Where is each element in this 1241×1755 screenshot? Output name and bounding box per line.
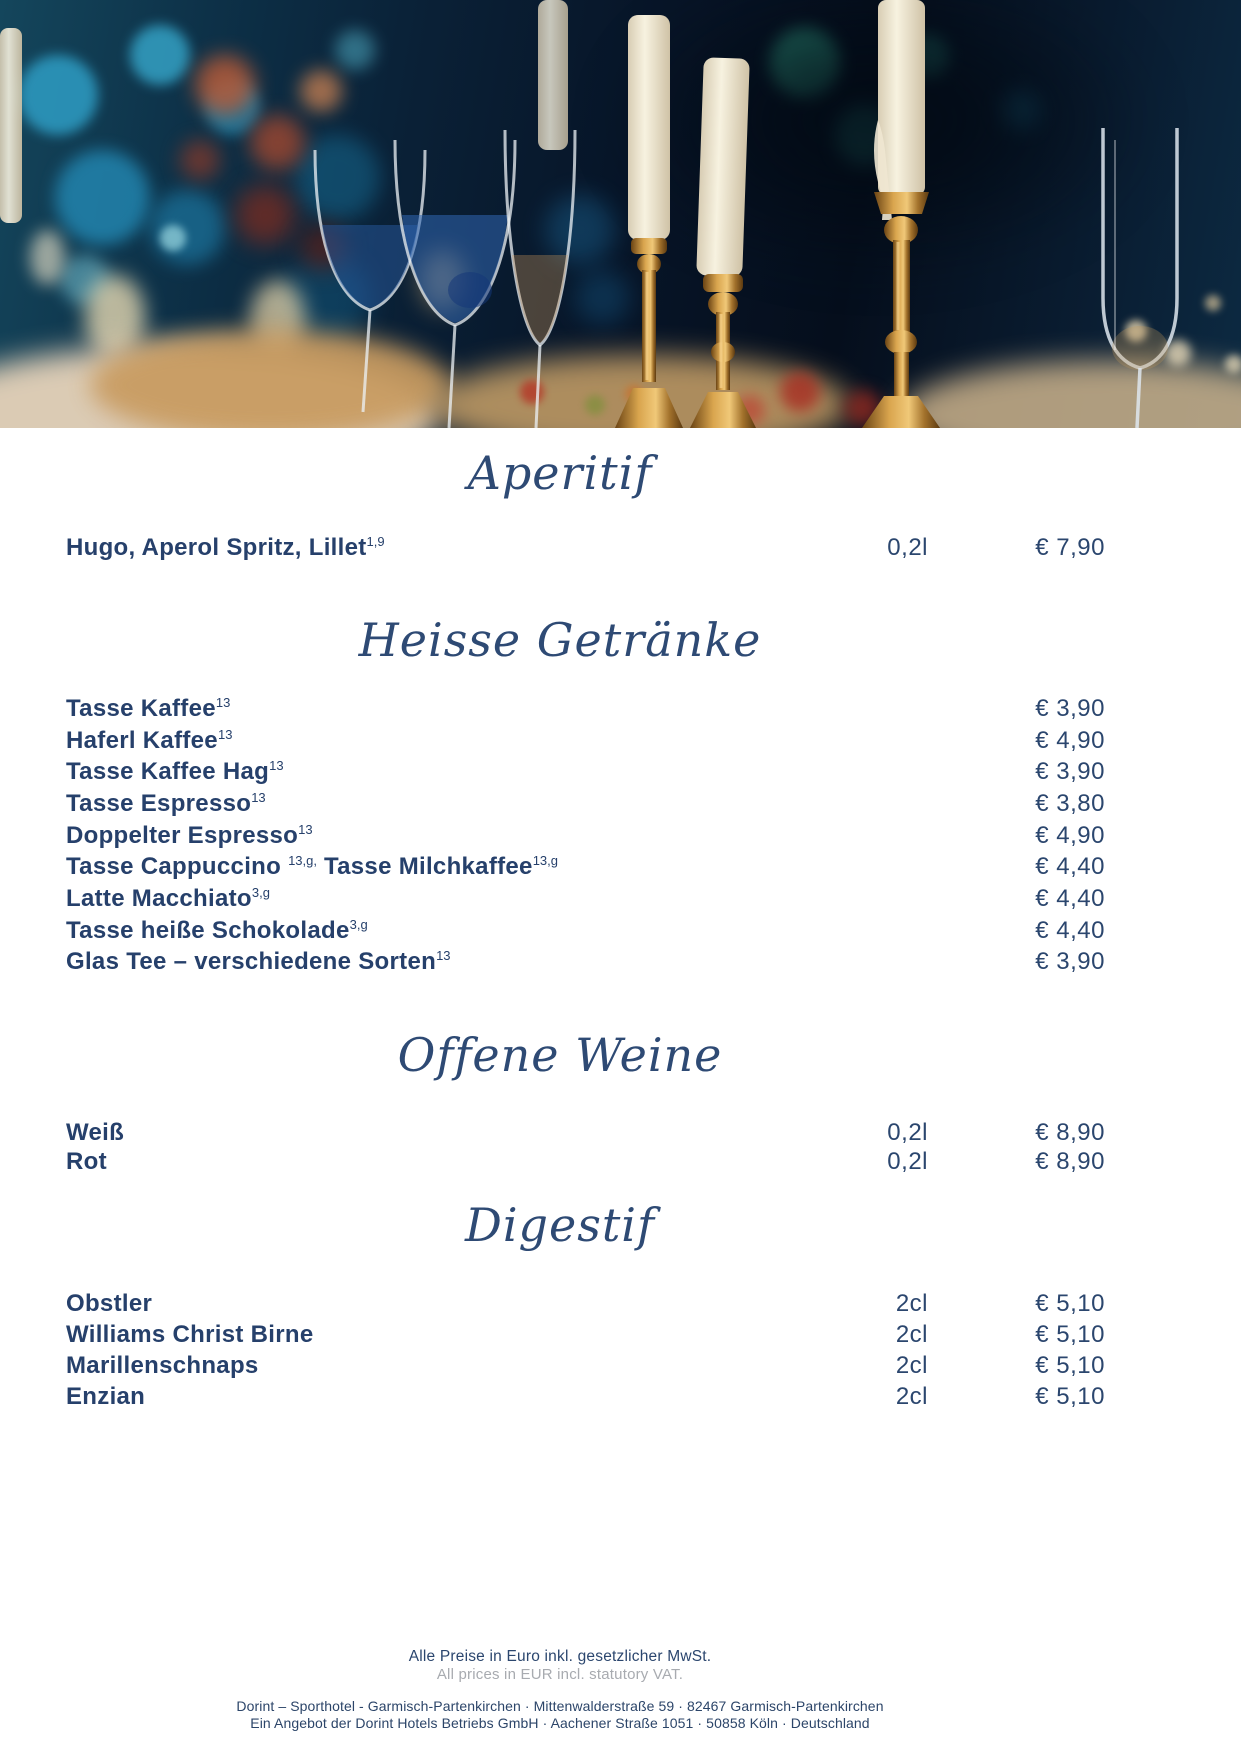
hot-drinks-item-list [66,693,1105,978]
item-footnote-number: 1,9 [366,534,385,549]
item-name: Rot [66,1147,107,1175]
wine-glasses [315,130,575,428]
item-price: € 3,80 [1035,789,1105,817]
item-price: € 4,40 [1035,916,1105,944]
menu-row [66,820,1105,852]
item-footnote-number: 13 [251,789,266,805]
item-footnote-number: 13 [436,948,451,964]
item-footnote-number: 3,g [349,916,368,932]
item-serving-size: 2cl [895,1321,928,1349]
champagne-flute [1103,128,1177,428]
item-serving-size: 2cl [895,1352,928,1380]
item-name: Tasse heiße Schokolade$^{3,g}$ [66,916,368,944]
item-name: Tasse Espresso$^{13}$ [66,789,266,817]
item-name: Enzian [66,1383,146,1411]
menu-row [66,693,1105,725]
item-footnote-number: 3,g [251,884,270,900]
company-address-line: Ein Angebot der Dorint Hotels Betriebs GmbH · Aachener Straße 1051 · 50858 Köln · Deutschland [250,1715,870,1731]
vat-note-english: All prices in EUR incl. statutory VAT. [436,1666,684,1683]
menu-row [66,883,1105,915]
item-serving-size: 0,2l [887,534,928,561]
menu-row [66,1289,1105,1320]
item-footnote-number: 13 [217,726,233,742]
item-name: Doppelter Espresso$^{13}$ [66,821,313,849]
item-price: € 3,90 [1035,948,1105,976]
item-name: Williams Christ Birne [66,1321,314,1349]
item-price: € 4,40 [1035,853,1105,881]
item-price: € 7,90 [1035,534,1105,561]
item-serving-size: 0,2l [887,1147,928,1175]
item-name: Weiß [66,1118,125,1146]
item-name: Marillenschnaps [66,1352,259,1380]
item-name: Latte Macchiato$^{3,g}$ [66,884,270,912]
item-price: € 5,10 [1035,1352,1105,1380]
section-title-digestif: Digestif [464,1198,656,1252]
hero-photo-candlelit-table [0,0,1241,428]
item-price: € 8,90 [1035,1147,1105,1175]
item-price: € 4,90 [1035,726,1105,754]
item-name: Haferl Kaffee$^{13}$ [66,726,233,754]
item-price: € 4,90 [1035,821,1105,849]
item-price: € 3,90 [1035,758,1105,786]
hotel-address-line: Dorint – Sporthotel - Garmisch-Partenkirchen · Mittenwalderstraße 59 · 82467 Garmisch-Partenkirchen [236,1698,884,1714]
open-wines-item-list [66,1118,1105,1176]
menu-row [66,1147,1105,1176]
item-footnote-number: 13,g [532,853,559,869]
section-title-hot-drinks: Heisse Getränke [358,613,762,667]
item-price: € 5,10 [1035,1290,1105,1318]
item-serving-size: 2cl [895,1383,928,1411]
item-price: € 8,90 [1035,1118,1105,1146]
menu-row [66,1118,1105,1147]
menu-row [66,915,1105,947]
item-price: € 5,10 [1035,1321,1105,1349]
item-name: Tasse Kaffee$^{13}$ [66,694,231,722]
menu-row [66,1320,1105,1351]
item-name: Hugo, Aperol Spritz, Lillet$^{1,9}$ [66,534,385,561]
item-price: € 5,10 [1035,1383,1105,1411]
section-title-open-wines: Offene Weine [397,1028,723,1082]
brass-highlights [647,242,898,388]
vat-note-german: Alle Preise in Euro inkl. gesetzlicher MwSt. [408,1648,712,1665]
menu-row [66,725,1105,757]
item-serving-size: 2cl [895,1290,928,1318]
item-name: Glas Tee – verschiedene Sorten$^{13}$ [66,948,451,976]
item-name: Tasse Kaffee Hag$^{13}$ [66,758,284,786]
item-serving-size: 0,2l [887,1118,928,1146]
menu-row [66,1351,1105,1382]
aperitif-item-list [66,531,1105,565]
menu-row [66,947,1105,979]
item-footnote-number: 13,g, [288,853,317,869]
menu-row [66,531,1105,565]
section-title-aperitif: Aperitif [467,446,653,500]
item-footnote-number: 13 [269,758,284,774]
item-price: € 4,40 [1035,884,1105,912]
menu-row [66,788,1105,820]
item-footnote-number: 13 [215,694,231,710]
item-name: Tasse Cappuccino $^{13,g,}$ Tasse Milchkaffee$^{13,g}$ [66,853,559,881]
menu-row [66,756,1105,788]
item-name: Obstler [66,1290,153,1318]
menu-row [66,851,1105,883]
menu-row [66,1382,1105,1413]
item-footnote-number: 13 [298,821,313,837]
item-price: € 3,90 [1035,694,1105,722]
hero-foreground-shapes [0,0,1241,428]
digestif-item-list [66,1289,1105,1413]
